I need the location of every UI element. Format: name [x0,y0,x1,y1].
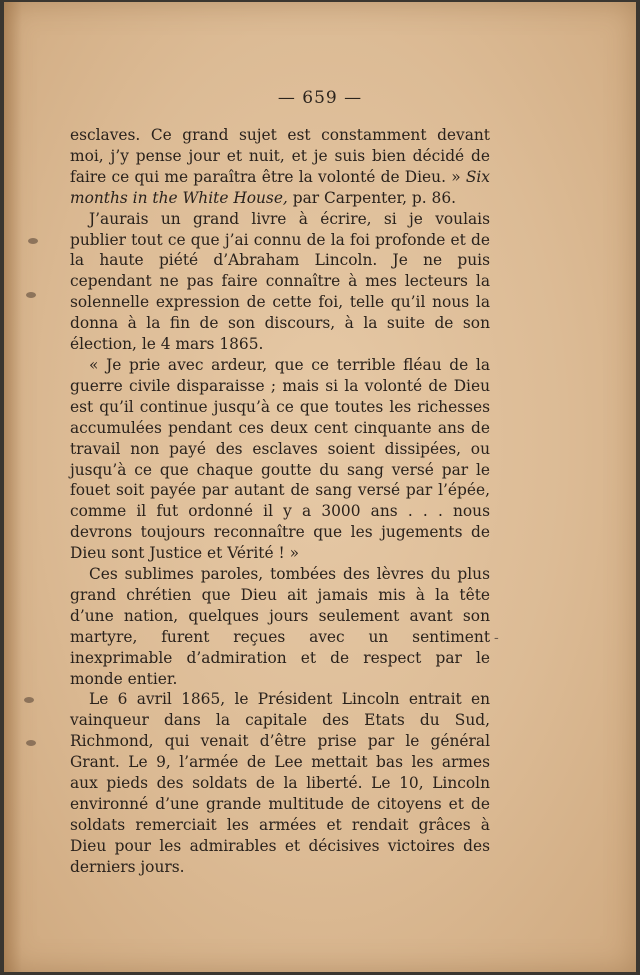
paragraph: Le 6 avril 1865, le Président Lincoln entrait en vainqueur dans la capitale des Etats du Sud, Richmond, qui venait d’être prise par le général Grant. Le 9, l’armée de Lee mettait bas les armes aux pieds des soldats de la liberté. Le 10, Lincoln environné d’une grande multitude de citoyens et de soldats remerciait les armées et rendait grâces à Dieu pour les admirables et décisives victoires des derniers jours. [70,690,490,876]
page-number: — 659 — [277,88,363,108]
body-text [70,125,490,878]
binding-hole-mark [24,697,34,703]
binding-hole-mark [26,292,36,298]
paragraph: J’aurais un grand livre à écrire, si je voulais publier tout ce que j’ai connu de la foi profonde et de la haute piété d’Abraham Lincoln. Je ne puis cependant ne pas faire connaître à mes lecteurs la solennelle expression de cette foi, telle qu’il nous la donna à la fin de son discours, à la suite de son élection, le 4 mars 1865. [70,209,490,354]
page-edge-shadow [4,2,22,972]
book-citation: Six months in the White House, [70,167,490,207]
binding-hole-mark [28,238,38,244]
quotation-paragraph: « Je prie avec ardeur, que ce terrible fléau de la guerre civile disparaisse ; mais si la volonté de Dieu est qu’il continue jusqu’à ce que toutes les richesses accumulées pendant ces deux cent cinquante ans de travail non payé des esclaves soient dissipées, ou jusqu’à ce que chaque goutte du sang versé par le fouet soit payée par autant de sang versé par l’épée, comme il fut ordonné il y a 3000 ans . . . nous devrons toujours reconnaître que les jugements de Dieu sont Justice et Vérité ! » [70,355,490,563]
binding-hole-mark [26,740,36,746]
paragraph-text: esclaves. Ce grand sujet est constamment devant moi, j’y pense jour et nuit, et je suis bien décidé de faire ce qui me paraîtra être la volonté de Dieu. » [70,126,490,186]
book-page [4,2,636,972]
margin-mark: - [494,630,499,646]
paragraph [70,125,490,209]
paragraph: Ces sublimes paroles, tombées des lèvres du plus grand chrétien que Dieu ait jamais mis à la tête d’une nation, quelques jours seulement avant son martyre, furent reçues avec un sentiment inexprimable d’admiration et de respect par le monde entier. [70,565,490,688]
citation-source: par Carpenter, p. 86. [287,188,457,207]
